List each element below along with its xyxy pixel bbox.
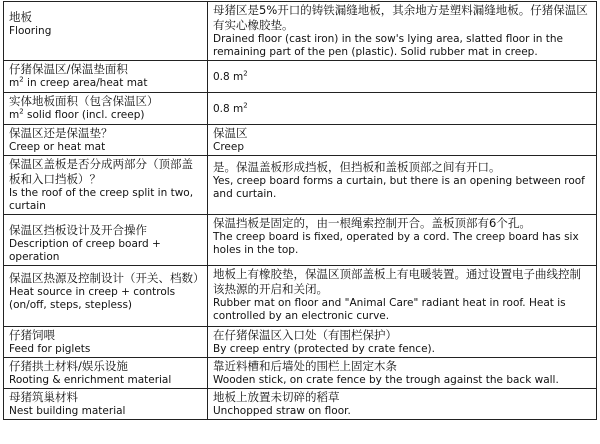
value-chinese: 保温区 [213, 126, 248, 140]
value-english: By creep entry (protected by crate fence). [213, 343, 435, 355]
label-english: Flooring [9, 25, 52, 37]
table-row-piglet-feed [4, 327, 597, 358]
table-row-creep-roof-split [4, 156, 597, 215]
value-chinese: 保温挡板是固定的，由一根绳索控制开合。盖板顶部有6个孔。 [213, 216, 531, 230]
label-english: $m^2$ solid floor (incl. creep) [9, 107, 145, 121]
label-chinese: 仔猪饲喂 [9, 328, 55, 342]
table-row-rooting-material [4, 358, 597, 389]
value-number: 0.8 $m^2$ [213, 101, 248, 115]
row-label [4, 93, 208, 125]
label-english: Creep or heat mat [9, 141, 106, 153]
table-row-creep-area [4, 61, 597, 93]
table-row-solid-floor [4, 93, 597, 125]
label-chinese: 仔猪保温区/保温垫面积 [9, 62, 128, 76]
value-english: The creep board is fixed, operated by a cord. The creep board has six holes in the top. [213, 231, 579, 256]
farrowing-pen-spec-table [3, 1, 597, 420]
table-row-heat-source [4, 266, 597, 327]
label-chinese: 保温区还是保温垫？ [9, 126, 113, 140]
value-english: Wooden stick, on crate fence by the trough against the back wall. [213, 374, 559, 386]
row-label [4, 358, 208, 389]
row-value [208, 266, 597, 327]
row-label [4, 389, 208, 420]
row-label [4, 61, 208, 93]
label-chinese: 母猪筑巢材料 [9, 390, 78, 404]
value-english: Rubber mat on floor and "Animal Care" radiant heat in roof. Heat is controlled by an electronic curve. [213, 297, 566, 322]
value-english: Unchopped straw on floor. [213, 405, 351, 417]
label-chinese: 仔猪拱土材料/娱乐设施 [9, 359, 128, 373]
label-english: Rooting & enrichment material [9, 374, 172, 386]
row-label [4, 2, 208, 61]
label-english: Nest building material [9, 405, 126, 417]
row-label [4, 125, 208, 156]
value-chinese: 地板上放置未切碎的稻草 [213, 390, 340, 404]
spec-table-wrapper [3, 1, 596, 420]
row-value [208, 389, 597, 420]
row-value [208, 125, 597, 156]
value-number: 0.8 $m^2$ [213, 69, 248, 83]
row-value [208, 358, 597, 389]
label-chinese: 实体地板面积（包含保温区） [9, 94, 159, 108]
label-english: $m^2$ in creep area/heat mat [9, 75, 148, 89]
row-value [208, 156, 597, 215]
value-chinese: 是。保温盖板形成挡板，但挡板和盖板顶部之间有开口。 [213, 160, 501, 174]
label-chinese: 保温区挡板设计及开合操作 [9, 223, 147, 237]
row-value [208, 215, 597, 266]
row-label [4, 215, 208, 266]
label-english: Heat source in creep + controls (on/off, steps, stepless) [9, 286, 176, 311]
row-value [208, 93, 597, 125]
row-value [208, 2, 597, 61]
value-chinese: 在仔猪保温区入口处（有围栏保护） [213, 328, 397, 342]
label-chinese: 保温区盖板是否分成两部分（顶部盖板和入口挡板）？ [9, 157, 193, 186]
row-label [4, 266, 208, 327]
label-chinese: 保温区热源及控制设计（开关、档数） [9, 271, 205, 285]
table-row-creep-or-mat [4, 125, 597, 156]
value-chinese: 母猪区是5%开口的铸铁漏缝地板，其余地方是塑料漏缝地板。仔猪保温区有实心橡胶垫。 [213, 3, 588, 32]
row-value [208, 61, 597, 93]
label-english: Description of creep board + operation [9, 238, 161, 263]
value-english: Drained floor (cast iron) in the sow's lying area, slatted floor in the remaining part of the pen (plastic). Solid rubber mat in creep. [213, 33, 563, 58]
value-chinese: 地板上有橡胶垫，保温区顶部盖板上有电暖装置。通过设置电子曲线控制该热源的开启和关闭。 [213, 267, 581, 296]
table-row-creep-board [4, 215, 597, 266]
row-value [208, 327, 597, 358]
row-label [4, 327, 208, 358]
table-row-nest-material [4, 389, 597, 420]
label-english: Is the roof of the creep split in two, curtain [9, 187, 194, 212]
value-english: Creep [213, 141, 245, 153]
value-chinese: 靠近料槽和后墙处的围栏上固定木条 [213, 359, 397, 373]
label-english: Feed for piglets [9, 343, 91, 355]
label-chinese: 地板 [9, 10, 32, 24]
value-english: Yes, creep board forms a curtain, but there is an opening between roof and curtain. [213, 175, 585, 200]
row-label [4, 156, 208, 215]
table-row-flooring [4, 2, 597, 61]
